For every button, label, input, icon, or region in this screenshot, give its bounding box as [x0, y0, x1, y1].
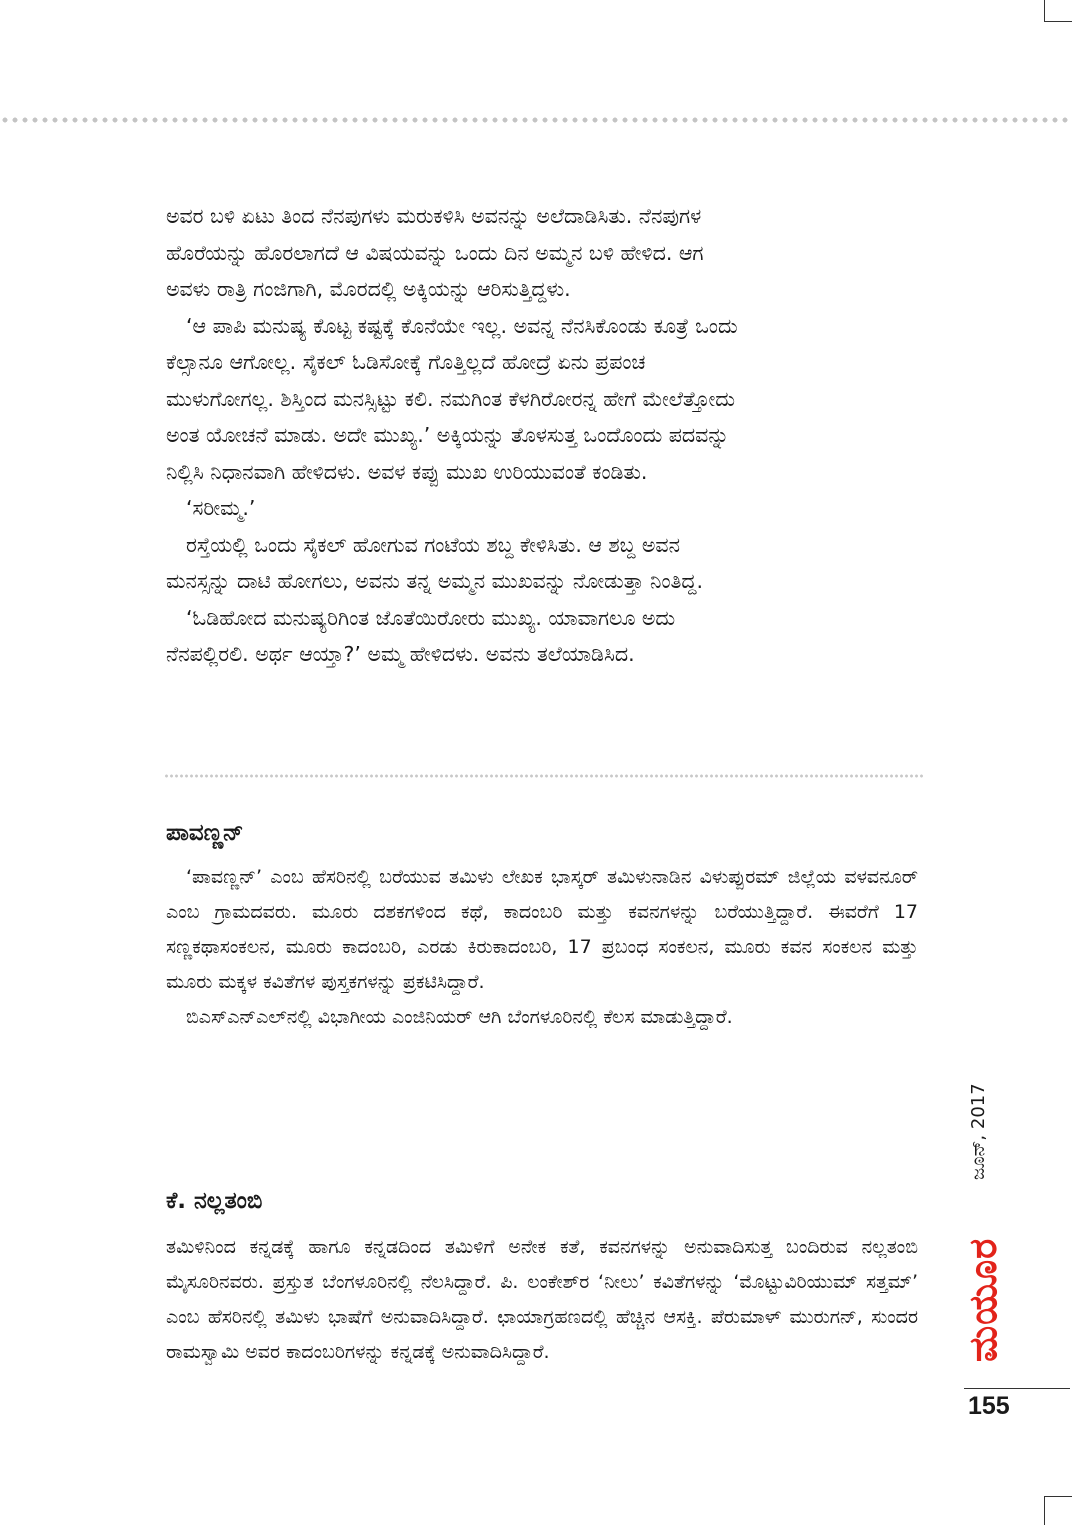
story-line: ಅವರ ಬಳಿ ಏಟು ತಿಂದ ನೆನಪುಗಳು ಮರುಕಳಿಸಿ ಅವನನ್ನು ಅಲೆದಾಡಿಸಿತು. ನೆನಪುಗಳ [166, 204, 702, 228]
story-line: ‘ಸರೀಮ್ಮ.’ [186, 496, 256, 520]
top-dotted-divider [0, 116, 1072, 124]
story-line: ನಿಲ್ಲಿಸಿ ನಿಧಾನವಾಗಿ ಹೇಳಿದಳು. ಅವಳ ಕಪ್ಪು ಮುಖ ಉರಿಯುವಂತೆ ಕಂಡಿತು. [166, 459, 648, 484]
bio-translator-text [166, 1230, 918, 1370]
story-text [166, 198, 926, 673]
crop-mark-top-right [1044, 0, 1072, 22]
section-dotted-divider [164, 774, 924, 778]
page-number: 155 [968, 1392, 1010, 1420]
bio-paragraph: ಬಿಎಸ್‌ಎನ್‌ಎಲ್‌ನಲ್ಲಿ ವಿಭಾಗೀಯ ಎಂಜಿನಿಯರ್ ಆಗಿ ಬೆಂಗಳೂರಿನಲ್ಲಿ ಕೆಲಸ ಮಾಡುತ್ತಿದ್ದಾರೆ. [186, 1006, 733, 1028]
bio-author-name: ಪಾವಣ್ಣನ್ [166, 820, 244, 846]
page-number-rule [964, 1388, 1070, 1389]
bio-author-text [166, 860, 918, 1035]
bio-paragraph: ತಮಿಳಿನಿಂದ ಕನ್ನಡಕ್ಕೆ ಹಾಗೂ ಕನ್ನಡದಿಂದ ತಮಿಳಿಗೆ ಅನೇಕ ಕತೆ, ಕವನಗಳನ್ನು ಅನುವಾದಿಸುತ್ತ ಬಂದಿರುವ ನಲ್ಲತಂಬಿ ಮೈಸೂರಿನವರು. ಪ್ರಸ್ತುತ ಬೆಂಗಳೂರಿನಲ್ಲಿ ನೆಲಸಿದ್ದಾರೆ. ಪಿ. ಲಂಕೇಶ್‌ರ ‘ನೀಲು’ ಕವಿತೆಗಳನ್ನು ‘ಮೊಟ್ಟುವಿರಿಯುಮ್ ಸತ್ತಮ್’ ಎಂಬ ಹೆಸರಿನಲ್ಲಿ ತಮಿಳು ಭಾಷೆಗೆ ಅನುವಾದಿಸಿದ್ದಾರೆ. ಛಾಯಾಗ್ರಹಣದಲ್ಲಿ ಹೆಚ್ಚಿನ ಆಸಕ್ತಿ. ಪೆರುಮಾಳ್ ಮುರುಗನ್, ಸುಂದರ ರಾಮಸ್ವಾಮಿ ಅವರ ಕಾದಂಬರಿಗಳನ್ನು ಕನ್ನಡಕ್ಕೆ ಅನುವಾದಿಸಿದ್ದಾರೆ. [166, 1236, 918, 1363]
story-line: ರಸ್ತೆಯಲ್ಲಿ ಒಂದು ಸೈಕಲ್ ಹೋಗುವ ಗಂಟೆಯ ಶಬ್ದ ಕೇಳಿಸಿತು. ಆ ಶಬ್ದ ಅವನ [186, 532, 680, 557]
story-line: ‘ಓಡಿಹೋದ ಮನುಷ್ಯರಿಗಿಂತ ಜೊತೆಯಿರೋರು ಮುಖ್ಯ. ಯಾವಾಗಲೂ ಅದು [186, 605, 676, 630]
story-line: ಮುಳುಗೋಗಲ್ಲ. ಶಿಸ್ತಿಂದ ಮನಸ್ಸಿಟ್ಟು ಕಲಿ. ನಮಗಿಂತ ಕೆಳಗಿರೋರನ್ನ ಹೇಗೆ ಮೇಲೆತ್ತೋದು [166, 386, 736, 411]
bio-translator-name: ಕೆ. ನಲ್ಲತಂಬಿ [166, 1188, 263, 1214]
bio-paragraph: ‘ಪಾವಣ್ಣನ್’ ಎಂಬ ಹೆಸರಿನಲ್ಲಿ ಬರೆಯುವ ತಮಿಳು ಲೇಖಕ ಭಾಸ್ಕರ್ ತಮಿಳುನಾಡಿನ ವಿಳುಪ್ಪುರಮ್ ಜಿಲ್ಲೆಯ ವಳವನೂರ್ ಎಂಬ ಗ್ರಾಮದವರು. ಮೂರು ದಶಕಗಳಿಂದ ಕಥೆ, ಕಾದಂಬರಿ ಮತ್ತು ಕವನಗಳನ್ನು ಬರೆಯುತ್ತಿದ್ದಾರೆ. ಈವರೆಗೆ 17 ಸಣ್ಣಕಥಾಸಂಕಲನ, ಮೂರು ಕಾದಂಬರಿ, ಎರಡು ಕಿರುಕಾದಂಬರಿ, 17 ಪ್ರಬಂಧ ಸಂಕಲನ, ಮೂರು ಕವನ ಸಂಕಲನ ಮತ್ತು ಮೂರು ಮಕ್ಕಳ ಕವಿತೆಗಳ ಪುಸ್ತಕಗಳನ್ನು ಪ್ರಕಟಿಸಿದ್ದಾರೆ. [166, 866, 918, 993]
story-line: ಮನಸ್ಸನ್ನು ದಾಟಿ ಹೋಗಲು, ಅವನು ತನ್ನ ಅಮ್ಮನ ಮುಖವನ್ನು ನೋಡುತ್ತಾ ನಿಂತಿದ್ದ. [166, 569, 704, 593]
story-line: ನೆನಪಲ್ಲಿರಲಿ. ಅರ್ಥ ಆಯ್ತಾ?’ ಅಮ್ಮ ಹೇಳಿದಳು. ಅವನು ತಲೆಯಾಡಿಸಿದ. [166, 642, 635, 666]
story-line: ಹೊರೆಯನ್ನು ಹೊರಲಾಗದೆ ಆ ವಿಷಯವನ್ನು ಒಂದು ದಿನ ಅಮ್ಮನ ಬಳಿ ಹೇಳಿದ. ಆಗ [166, 240, 704, 265]
story-line: ಕೆಲ್ಸಾನೂ ಆಗೋಲ್ಲ. ಸೈಕಲ್ ಓಡಿಸೋಕ್ಕೆ ಗೊತ್ತಿಲ್ಲದೆ ಹೋದ್ರೆ ಏನು ಪ್ರಪಂಚ [166, 350, 646, 374]
magazine-logo: ಮಯೂರ [961, 1237, 1005, 1362]
story-line: ಅವಳು ರಾತ್ರಿ ಗಂಜಿಗಾಗಿ, ಮೊರದಲ್ಲಿ ಅಕ್ಕಿಯನ್ನು ಆರಿಸುತ್ತಿದ್ದಳು. [166, 277, 571, 301]
story-line: ‘ಆ ಪಾಪಿ ಮನುಷ್ಯ ಕೊಟ್ಟ ಕಷ್ಟಕ್ಕೆ ಕೊನೆಯೇ ಇಲ್ಲ. ಅವನ್ನ ನೆನಸಿಕೊಂಡು ಕೂತ್ರೆ ಒಂದು [186, 313, 738, 338]
issue-date: ಜೂನ್, 2017 [968, 1083, 989, 1180]
story-line: ಅಂತ ಯೋಚನೆ ಮಾಡು. ಅದೇ ಮುಖ್ಯ.’ ಅಕ್ಕಿಯನ್ನು ತೊಳಸುತ್ತ ಒಂದೊಂದು ಪದವನ್ನು [166, 423, 730, 447]
crop-mark-bottom-right [1044, 1496, 1072, 1525]
